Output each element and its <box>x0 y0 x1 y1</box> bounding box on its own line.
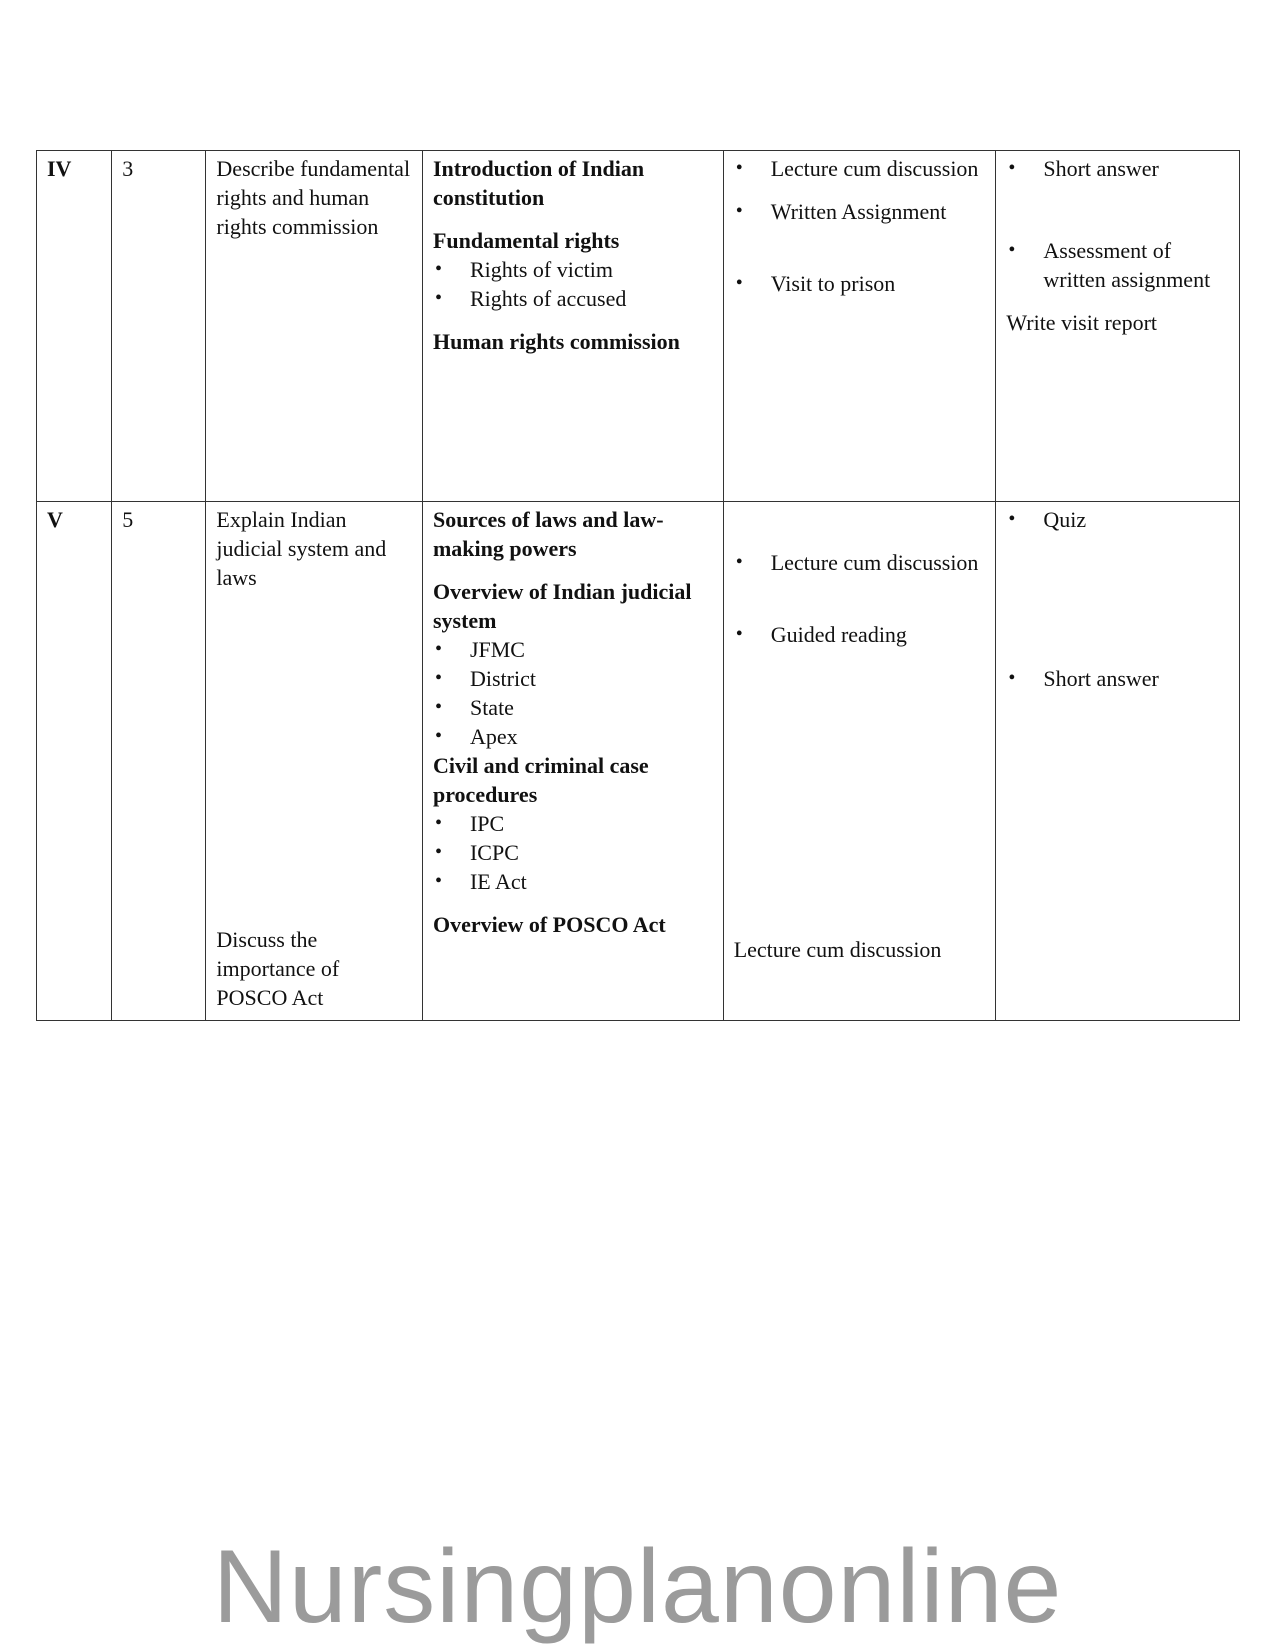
method-list <box>734 620 986 649</box>
content-list <box>433 255 713 313</box>
content-heading: Civil and criminal case procedures <box>432 753 649 807</box>
list-item: • Apex <box>434 724 518 749</box>
bullet-icon: • <box>434 725 442 747</box>
list-item: • Quiz <box>1008 507 1087 532</box>
content-list <box>433 809 713 896</box>
table-row <box>37 502 1240 1021</box>
list-item: • Written Assignment <box>735 199 947 224</box>
list-item: • Assessment of written assignment <box>1008 238 1211 292</box>
method-cell <box>723 151 996 502</box>
list-item: • Short answer <box>1008 156 1159 181</box>
bullet-icon: • <box>1008 157 1016 179</box>
content-heading: Introduction of Indian constitution <box>432 156 645 210</box>
table-row <box>37 151 1240 502</box>
unit-number: V <box>47 507 63 532</box>
list-item: • IPC <box>434 811 505 836</box>
objective-text: Describe fundamental rights and human rights commission <box>216 156 411 239</box>
method-cell <box>723 502 996 1021</box>
unit-number: IV <box>47 156 72 181</box>
bullet-icon: • <box>434 696 442 718</box>
list-item: • District <box>434 666 536 691</box>
assessment-cell <box>996 151 1240 502</box>
content-heading: Fundamental rights <box>432 228 620 253</box>
list-item: • ICPC <box>434 840 519 865</box>
hours-value: 5 <box>122 507 134 532</box>
method-list <box>734 269 986 298</box>
hours-value: 3 <box>122 156 134 181</box>
bullet-icon: • <box>735 157 743 179</box>
method-note: Lecture cum discussion <box>733 937 942 962</box>
list-item: • Lecture cum discussion <box>735 156 979 181</box>
bullet-icon: • <box>1008 508 1016 530</box>
objective-text: Explain Indian judicial system and laws <box>216 507 387 590</box>
content-heading: Overview of POSCO Act <box>432 912 666 937</box>
method-list <box>734 154 986 183</box>
bullet-icon: • <box>434 870 442 892</box>
assessment-cell <box>996 502 1240 1021</box>
list-item: • Visit to prison <box>735 271 896 296</box>
list-item: • Rights of victim <box>434 257 613 282</box>
bullet-icon: • <box>735 272 743 294</box>
assessment-list <box>1006 664 1229 693</box>
list-item: • Lecture cum discussion <box>735 550 979 575</box>
bullet-icon: • <box>434 667 442 689</box>
list-item: • IE Act <box>434 869 527 894</box>
objective-cell <box>206 151 423 502</box>
syllabus-table <box>36 150 1240 1021</box>
hours-cell <box>112 151 206 502</box>
bullet-icon: • <box>735 551 743 573</box>
objective-cell <box>206 502 423 1021</box>
assessment-list <box>1006 236 1229 294</box>
content-cell <box>422 151 723 502</box>
bullet-icon: • <box>434 258 442 280</box>
objective-text: Discuss the importance of POSCO Act <box>216 927 340 1010</box>
assessment-note: Write visit report <box>1006 310 1158 335</box>
bullet-icon: • <box>434 812 442 834</box>
bullet-icon: • <box>735 623 743 645</box>
bullet-icon: • <box>1008 239 1016 261</box>
list-item: • JFMC <box>434 637 525 662</box>
assessment-list <box>1006 505 1229 534</box>
content-heading: Human rights commission <box>432 329 680 354</box>
list-item: • Rights of accused <box>434 286 627 311</box>
watermark-text: Nursingplanonline <box>212 1529 1063 1645</box>
list-item: • Guided reading <box>735 622 907 647</box>
list-item: • Short answer <box>1008 666 1159 691</box>
content-cell <box>422 502 723 1021</box>
method-list <box>734 197 986 226</box>
method-list <box>734 548 986 577</box>
content-list <box>433 635 713 751</box>
bullet-icon: • <box>434 638 442 660</box>
unit-cell <box>37 151 112 502</box>
content-heading: Sources of laws and law-making powers <box>432 507 664 561</box>
assessment-list <box>1006 154 1229 183</box>
unit-cell <box>37 502 112 1021</box>
bullet-icon: • <box>434 287 442 309</box>
bullet-icon: • <box>1008 667 1016 689</box>
hours-cell <box>112 502 206 1021</box>
bullet-icon: • <box>735 200 743 222</box>
bullet-icon: • <box>434 841 442 863</box>
list-item: • State <box>434 695 514 720</box>
content-heading: Overview of Indian judicial system <box>432 579 692 633</box>
